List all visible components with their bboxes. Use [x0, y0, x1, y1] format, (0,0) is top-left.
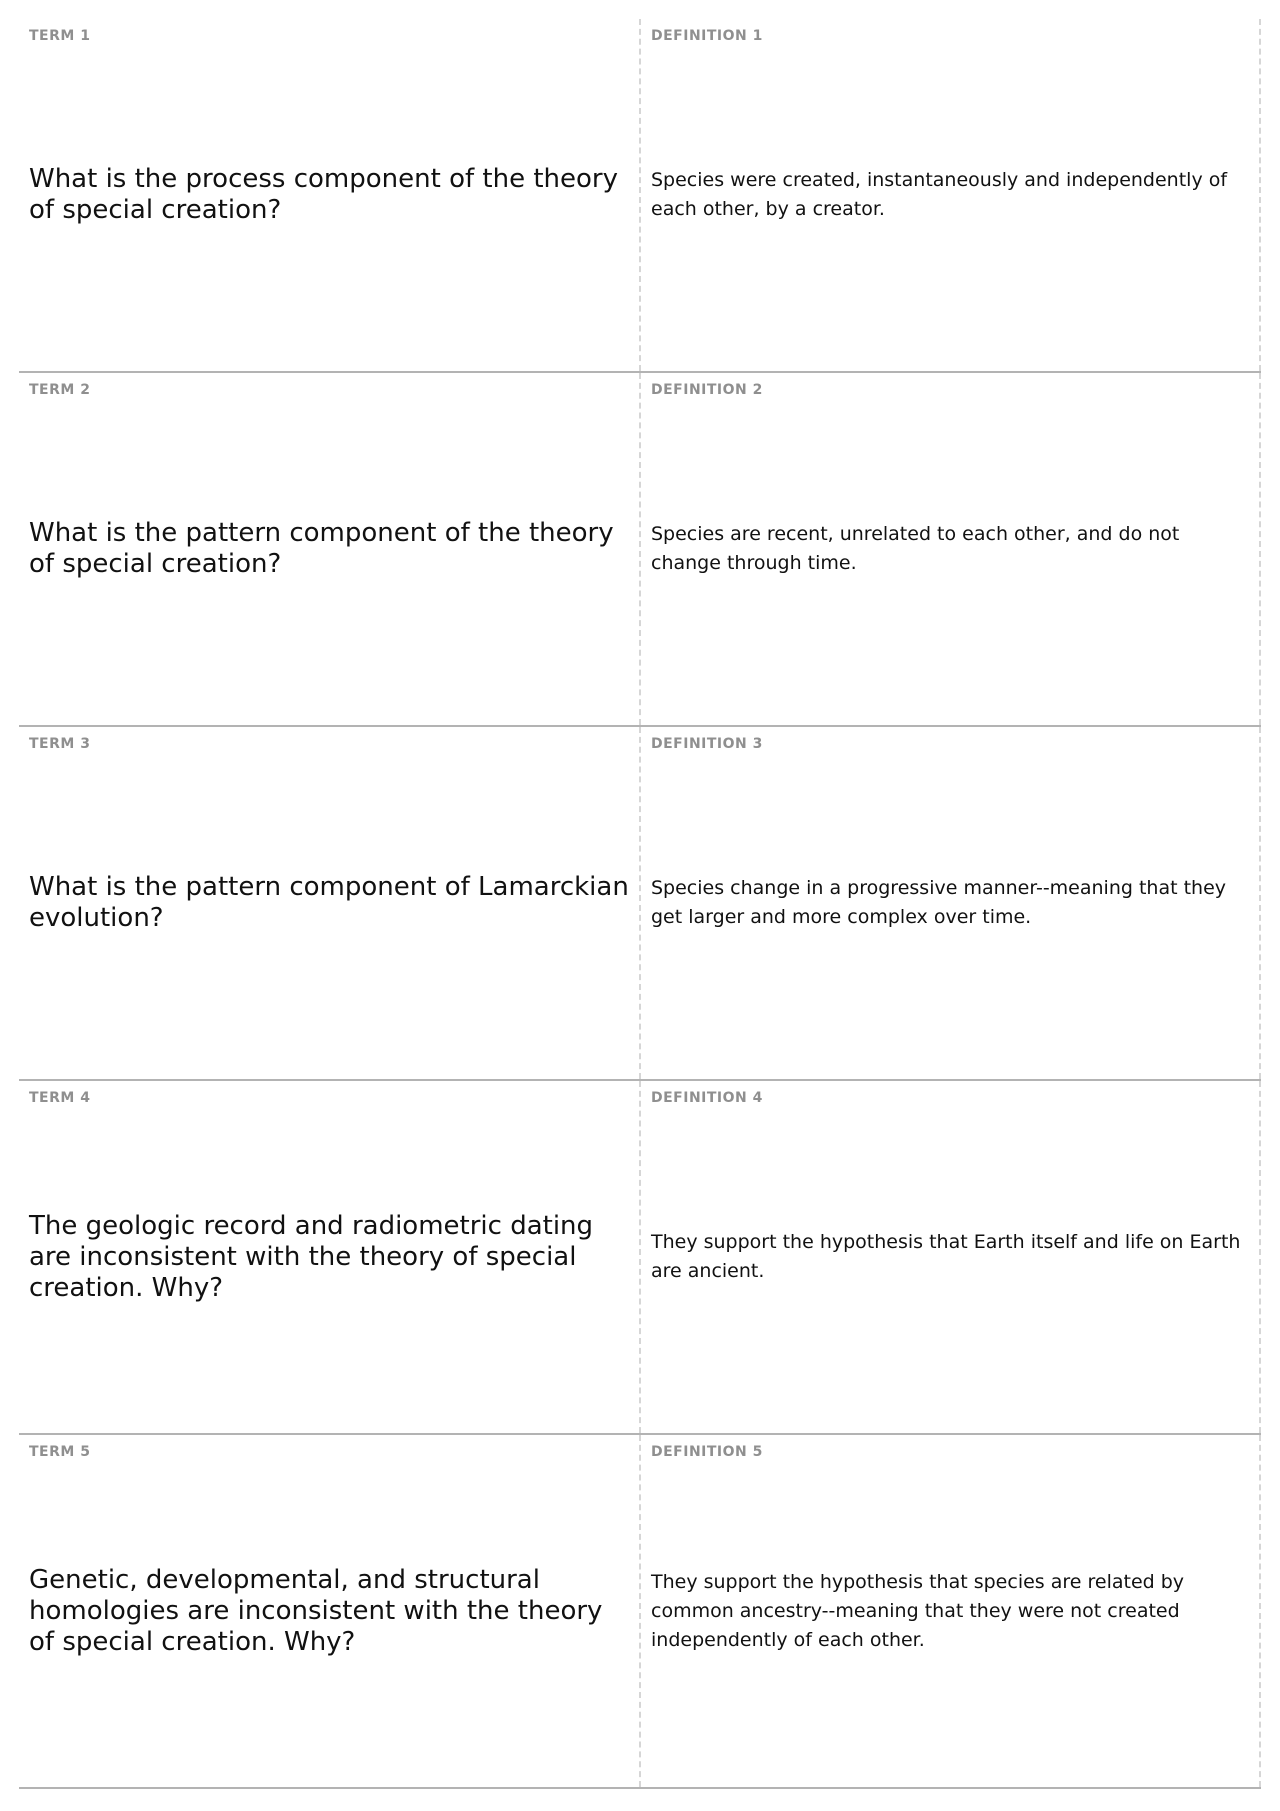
definition-cell — [641, 1435, 1261, 1787]
definition-cell — [641, 1081, 1261, 1433]
definition-label: DEFINITION 3 — [651, 736, 763, 752]
term-cell — [19, 1435, 641, 1787]
definition-text: Species were created, instantaneously and independently of each other, by a creator. — [651, 169, 1228, 220]
term-body — [29, 1435, 631, 1787]
term-text: Genetic, developmental, and structural homologies are inconsistent with the theory of special creation. Why? — [29, 1564, 603, 1657]
definition-label: DEFINITION 2 — [651, 382, 763, 398]
term-text: What is the process component of the theory of special creation? — [29, 164, 618, 225]
flashcard-row — [19, 373, 1261, 727]
term-label: TERM 3 — [29, 736, 91, 752]
definition-label: DEFINITION 1 — [651, 28, 763, 44]
term-body — [29, 1081, 631, 1433]
term-label: TERM 1 — [29, 28, 91, 44]
definition-body — [651, 1435, 1251, 1787]
definition-text: Species change in a progressive manner--meaning that they get larger and more complex over time. — [651, 877, 1227, 928]
definition-body — [651, 19, 1251, 371]
term-label: TERM 2 — [29, 382, 91, 398]
definition-cell — [641, 373, 1261, 725]
definition-body — [651, 727, 1251, 1079]
definition-cell — [641, 727, 1261, 1079]
term-label: TERM 5 — [29, 1444, 91, 1460]
term-body — [29, 19, 631, 371]
term-text: What is the pattern component of the theory of special creation? — [29, 518, 614, 579]
term-text: What is the pattern component of Lamarckian evolution? — [29, 872, 629, 933]
definition-text: Species are recent, unrelated to each other, and do not change through time. — [651, 523, 1180, 574]
term-cell — [19, 19, 641, 371]
definition-label: DEFINITION 5 — [651, 1444, 763, 1460]
flashcard-row — [19, 727, 1261, 1081]
flashcard-row — [19, 1081, 1261, 1435]
definition-text: They support the hypothesis that Earth itself and life on Earth are ancient. — [651, 1231, 1241, 1282]
flashcard-row — [19, 19, 1261, 373]
term-body — [29, 373, 631, 725]
definition-body — [651, 1081, 1251, 1433]
term-label: TERM 4 — [29, 1090, 91, 1106]
definition-label: DEFINITION 4 — [651, 1090, 763, 1106]
flashcard-sheet — [19, 19, 1261, 1789]
flashcard-row — [19, 1435, 1261, 1789]
term-body — [29, 727, 631, 1079]
term-text: The geologic record and radiometric dating are inconsistent with the theory of special creation. Why? — [29, 1210, 594, 1303]
definition-cell — [641, 19, 1261, 371]
term-cell — [19, 373, 641, 725]
term-cell — [19, 727, 641, 1079]
definition-text: They support the hypothesis that species are related by common ancestry--meaning that they were not created independently of each other. — [651, 1570, 1185, 1651]
definition-body — [651, 373, 1251, 725]
term-cell — [19, 1081, 641, 1433]
